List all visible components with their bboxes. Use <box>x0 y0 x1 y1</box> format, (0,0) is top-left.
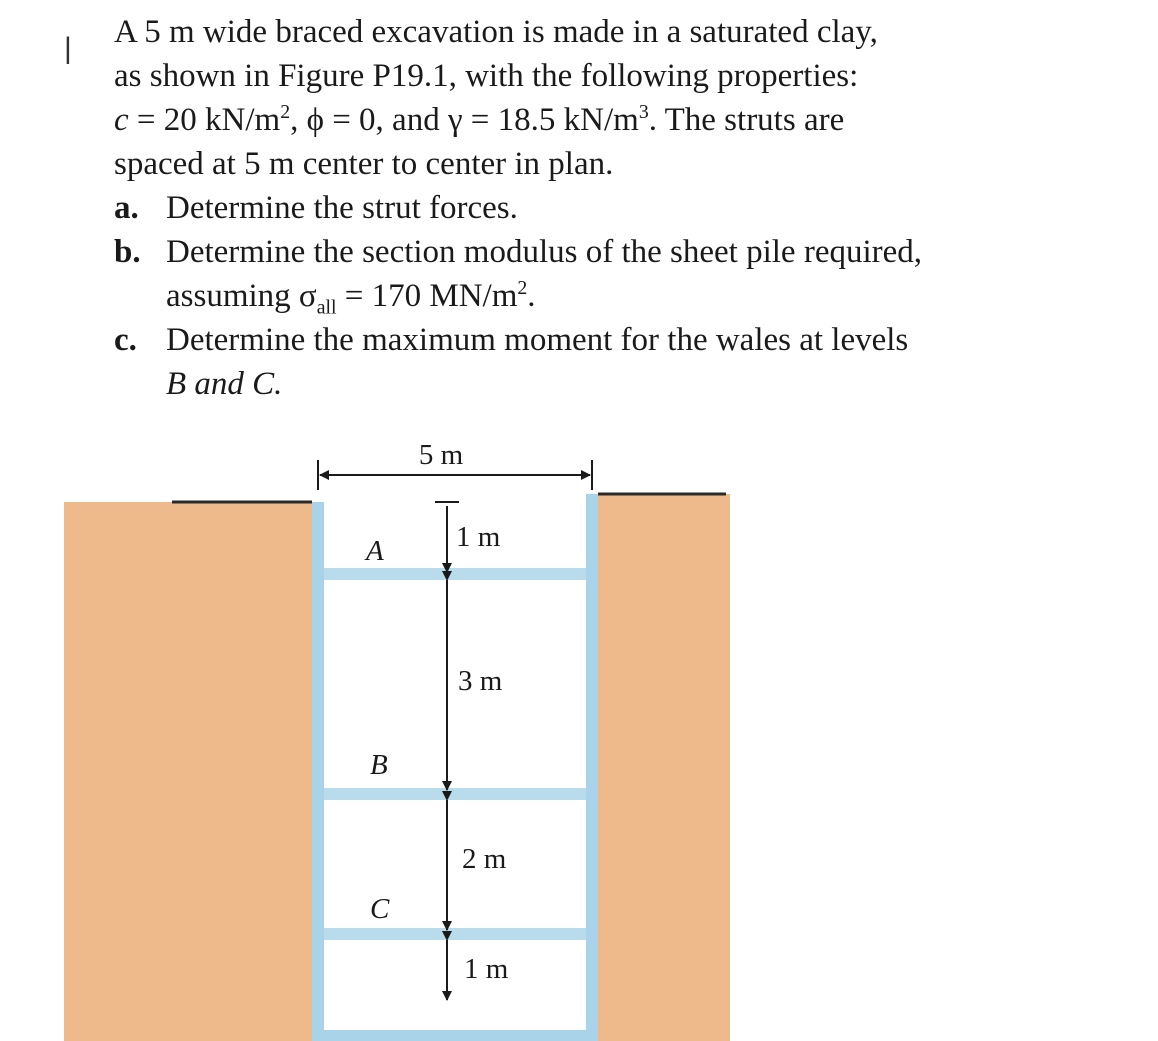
item-c <box>114 318 994 406</box>
sigma-unit-exponent: 2 <box>517 277 528 299</box>
gamma-unit-exponent: 3 <box>638 101 649 123</box>
strut-label-b: B <box>370 749 388 781</box>
sigma-value: = 170 MN/m <box>336 278 518 314</box>
sigma-period: . <box>527 278 536 314</box>
sigma-prefix: assuming σ <box>166 278 317 314</box>
strut-b <box>324 788 586 800</box>
dim-label-2m: 2 m <box>462 843 507 875</box>
excavation-interior <box>322 502 588 1041</box>
item-a-text: Determine the strut forces. <box>166 190 518 226</box>
item-c-continuation <box>114 362 994 406</box>
spacing-line: spaced at 5 m center to center in plan. <box>114 146 614 182</box>
item-a-label: a. <box>114 190 139 226</box>
strut-label-c: C <box>370 893 390 925</box>
c-unit-exponent: 2 <box>280 101 291 123</box>
c-symbol: c <box>114 102 129 138</box>
width-label: 5 m <box>418 439 464 471</box>
properties-tail: . The struts are <box>648 102 845 138</box>
strut-a <box>324 568 586 580</box>
strut-c <box>324 928 586 940</box>
phi-gamma-values: , ϕ = 0, and γ = 18.5 kN/m <box>290 102 639 138</box>
item-b-text: Determine the section modulus of the sheet pile required, <box>166 234 923 270</box>
sigma-subscript: all <box>316 296 337 319</box>
item-b-continuation <box>114 274 994 318</box>
excavation-diagram <box>0 430 1158 1041</box>
item-c-label: c. <box>114 322 137 358</box>
dim-label-1m-top: 1 m <box>456 521 501 553</box>
c-value: = 20 kN/m <box>128 102 281 138</box>
item-c-text: Determine the maximum moment for the wales at levels <box>166 322 909 358</box>
soil-left <box>64 502 312 1041</box>
sheet-pile-left <box>312 502 324 1041</box>
item-c-levels: B and C. <box>166 366 283 402</box>
sheet-pile-right <box>586 494 598 1041</box>
strut-label-a: A <box>366 535 384 567</box>
properties-line <box>114 98 994 142</box>
margin-mark: | <box>64 32 72 65</box>
problem-statement <box>114 10 994 406</box>
dim-label-1m-bottom: 1 m <box>464 953 509 985</box>
figure-p19-1 <box>0 430 1158 1041</box>
item-b-label: b. <box>114 234 141 270</box>
intro-line-2: as shown in Figure P19.1, with the following properties: <box>114 58 859 94</box>
soil-right <box>598 494 730 1041</box>
base-strip <box>312 1030 598 1041</box>
item-b <box>114 230 994 318</box>
intro-line-1: A 5 m wide braced excavation is made in a saturated clay, <box>114 14 878 50</box>
item-a <box>114 186 994 230</box>
dim-label-3m: 3 m <box>458 665 503 697</box>
